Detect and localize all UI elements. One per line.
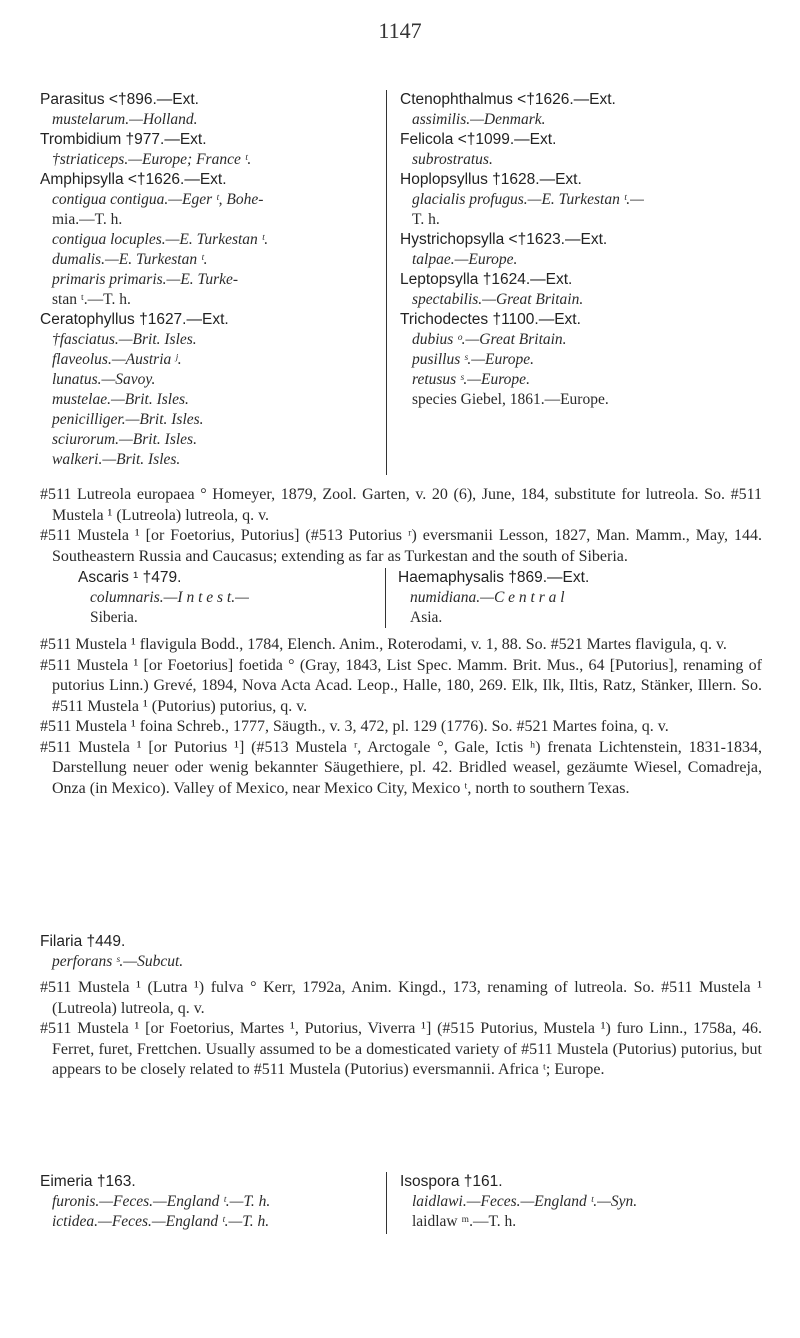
species-line: contigua locuples.—E. Turkestan ᵗ.: [52, 231, 269, 248]
species-line: species Giebel, 1861.—Europe.: [412, 391, 609, 408]
genus-heading: Ceratophyllus †1627.—Ext.: [40, 311, 229, 328]
genus-heading: Eimeria †163.: [40, 1173, 136, 1190]
genus-heading: Trichodectes †1100.—Ext.: [400, 311, 581, 328]
column-divider: [386, 1172, 387, 1234]
genus-heading: Leptopsylla †1624.—Ext.: [400, 271, 573, 288]
catalog-entry: #511 Mustela ¹ flavigula Bodd., 1784, Elench. Anim., Roterodami, v. 1, 88. So. #521 Martes flavigula, q. v.: [40, 636, 727, 653]
species-line: retusus ˢ.—Europe.: [412, 371, 530, 388]
genus-heading: Hoplopsyllus †1628.—Ext.: [400, 171, 582, 188]
genus-heading: Trombidium †977.—Ext.: [40, 131, 207, 148]
catalog-entry: #511 Lutreola europaea ° Homeyer, 1879, Zool. Garten, v. 20 (6), June, 184, substitute for lutreola. So. #511 Mustela ¹ (Lutreola) lutreola, q. v.: [40, 486, 762, 524]
species-line: walkeri.—Brit. Isles.: [52, 451, 181, 468]
genus-heading: Amphipsylla <†1626.—Ext.: [40, 171, 227, 188]
species-line: †fasciatus.—Brit. Isles.: [52, 331, 197, 348]
parasite-list-left: [40, 90, 380, 470]
species-line: mustelae.—Brit. Isles.: [52, 391, 189, 408]
species-line: contigua contigua.—Eger ᵗ, Bohe-: [52, 191, 264, 208]
genus-heading: Ctenophthalmus <†1626.—Ext.: [400, 91, 616, 108]
species-line: Siberia.: [90, 609, 138, 626]
catalog-entry: #511 Mustela ¹ foina Schreb., 1777, Säugth., v. 3, 472, pl. 129 (1776). So. #521 Martes foina, q. v.: [40, 718, 669, 735]
species-line: mia.—T. h.: [52, 211, 123, 228]
species-line: pusillus ˢ.—Europe.: [412, 351, 534, 368]
parasite-list-mid-right: [398, 568, 738, 628]
species-line: perforans ˢ.—Subcut.: [52, 953, 184, 970]
species-line: stan ᵗ.—T. h.: [52, 291, 131, 308]
species-line: †striaticeps.—Europe; France ᵗ.: [52, 151, 252, 168]
entries-block-b: [40, 635, 762, 799]
species-line: sciurorum.—Brit. Isles.: [52, 431, 197, 448]
species-line: subrostratus.: [412, 151, 493, 168]
species-line: primaris primaris.—E. Turke-: [52, 271, 239, 288]
genus-heading: Parasitus <†896.—Ext.: [40, 91, 199, 108]
species-line: dubius ᵒ.—Great Britain.: [412, 331, 567, 348]
species-line: Asia.: [410, 609, 443, 626]
species-line: dumalis.—E. Turkestan ᵗ.: [52, 251, 208, 268]
entries-block-a: [40, 485, 762, 567]
catalog-entry: #511 Mustela ¹ (Lutra ¹) fulva ° Kerr, 1792a, Anim. Kingd., 173, renaming of lutreola. So. #511 Mustela ¹ (Lutreola) lutreola, q. v.: [40, 979, 762, 1017]
column-divider: [386, 90, 387, 475]
species-line: glacialis profugus.—E. Turkestan ᵗ.—: [412, 191, 644, 208]
species-line: mustelarum.—Holland.: [52, 111, 198, 128]
parasite-list-bottom-right: [400, 1172, 770, 1232]
genus-heading: Ascaris ¹ †479.: [78, 569, 182, 586]
species-line: laidlaw ᵐ.—T. h.: [412, 1213, 517, 1230]
species-line: lunatus.—Savoy.: [52, 371, 156, 388]
genus-heading: Hystrichopsylla <†1623.—Ext.: [400, 231, 608, 248]
parasite-list-mid-left: [78, 568, 378, 628]
species-line: talpae.—Europe.: [412, 251, 518, 268]
entries-block-c: [40, 978, 762, 1081]
species-line: laidlawi.—Feces.—England ᵗ.—Syn.: [412, 1193, 638, 1210]
catalog-entry: #511 Mustela ¹ [or Foetorius, Putorius] (#513 Putorius ʳ) eversmanii Lesson, 1827, Man. Mamm., May, 144. Southeastern Russia and Caucasus; extending as far as Turkestan and the south of Siberia.: [40, 527, 762, 565]
parasite-list-filaria: [40, 932, 380, 972]
species-line: numidiana.—C e n t r a l: [410, 589, 565, 606]
species-line: spectabilis.—Great Britain.: [412, 291, 584, 308]
genus-heading: Felicola <†1099.—Ext.: [400, 131, 557, 148]
column-divider: [385, 568, 386, 628]
species-line: flaveolus.—Austria ʲ.: [52, 351, 182, 368]
catalog-entry: #511 Mustela ¹ [or Putorius ¹] (#513 Mustela ʳ, Arctogale °, Gale, Ictis ʰ) frenata Lichtenstein, 1831-1834, Darstellung neuer oder wenig bekannter Säugethiere, pl. 42. Bridled weasel, gezäumte Wiesel, Comadreja, Onza (in Mexico). Valley of Mexico, near Mexico City, Mexico ᵗ, north to southern Texas.: [40, 738, 762, 797]
species-line: T. h.: [412, 211, 440, 228]
parasite-list-right: [400, 90, 770, 410]
catalog-entry: #511 Mustela ¹ [or Foetorius, Martes ¹, Putorius, Viverra ¹] (#515 Putorius, Mustela ¹) furo Linn., 1758a, 46. Ferret, furet, Frettchen. Usually assumed to be a domesticated variety of #511 Mustela (Putorius) putorius, but appears to be closely related to #511 Mustela (Putorius) eversmannii. Africa ᵗ; Europe.: [40, 1020, 762, 1078]
species-line: columnaris.—I n t e s t.—: [90, 589, 249, 606]
genus-heading: Isospora †161.: [400, 1173, 503, 1190]
page-number: 1147: [378, 18, 422, 43]
parasite-list-bottom-left: [40, 1172, 380, 1232]
genus-heading: Filaria †449.: [40, 933, 126, 950]
genus-heading: Haemaphysalis †869.—Ext.: [398, 569, 590, 586]
catalog-entry: #511 Mustela ¹ [or Foetorius] foetida ° (Gray, 1843, List Spec. Mamm. Brit. Mus., 64 [Putorius], renaming of putorius Linn.) Grevé, 1894, Nova Acta Acad. Leop., Halle, 180, 269. Elk, Ilk, Iltis, Ratz, Stänker, Illern. So. #511 Mustela ¹ (Putorius) putorius, q. v.: [40, 656, 762, 715]
species-line: penicilliger.—Brit. Isles.: [52, 411, 204, 428]
species-line: furonis.—Feces.—England ᵗ.—T. h.: [52, 1193, 271, 1210]
species-line: ictidea.—Feces.—England ᵗ.—T. h.: [52, 1213, 270, 1230]
species-line: assimilis.—Denmark.: [412, 111, 546, 128]
